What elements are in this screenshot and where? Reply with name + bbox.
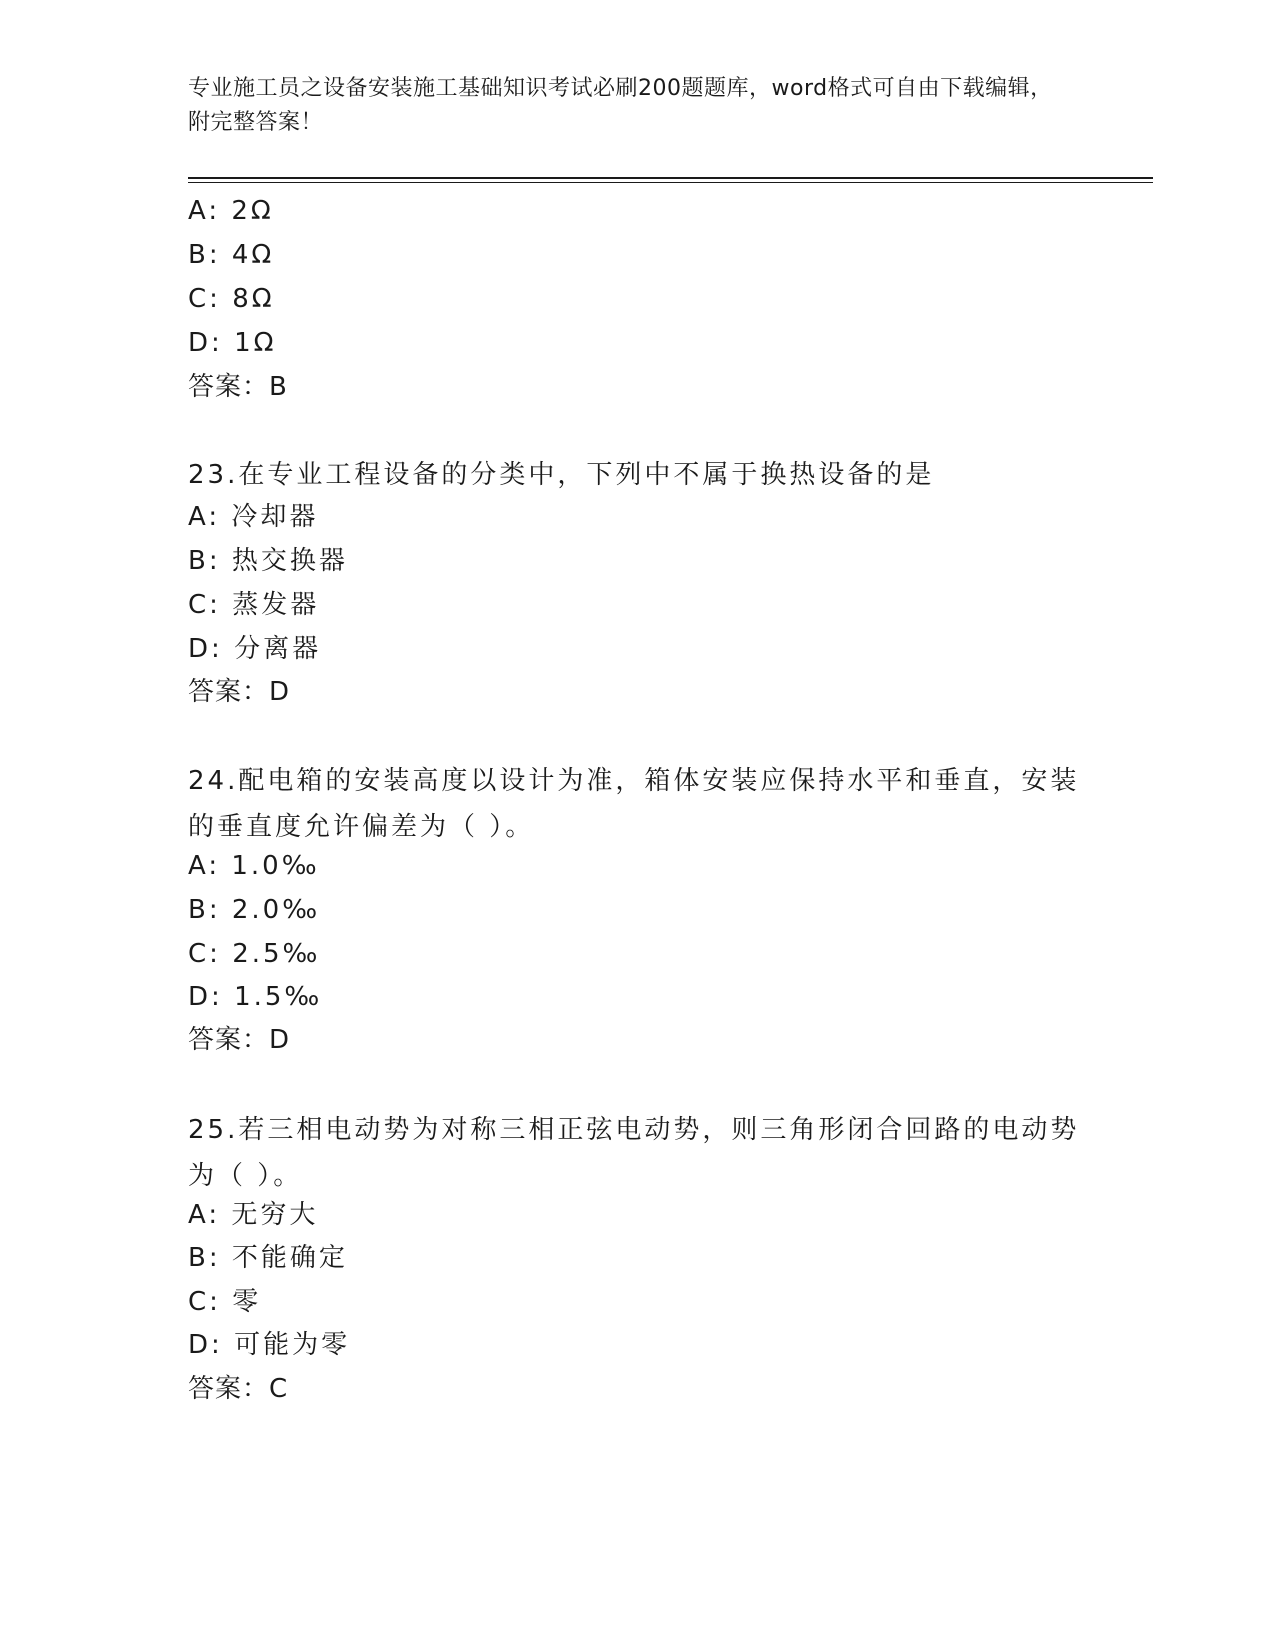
- document-header: [188, 72, 1068, 140]
- option-text: 4Ω: [231, 240, 275, 270]
- option-text: 2.5‰: [232, 939, 321, 969]
- option-text: 8Ω: [232, 284, 275, 314]
- q25-option-b: [188, 1238, 348, 1278]
- option-separator: :: [208, 502, 232, 532]
- option-text: 1Ω: [234, 328, 277, 358]
- option-letter: C: [188, 939, 210, 969]
- q22-answer: 答案：B: [188, 372, 288, 402]
- q24-option-d: [188, 977, 322, 1017]
- option-letter: C: [188, 1287, 210, 1317]
- option-letter: B: [188, 895, 209, 925]
- option-separator: :: [211, 1330, 235, 1360]
- q25-answer: 答案：C: [188, 1374, 289, 1404]
- option-letter: C: [188, 284, 210, 314]
- option-letter: D: [188, 982, 212, 1012]
- option-separator: :: [208, 895, 232, 925]
- q25-stem: 25.若三相电动势为对称三相正弦电动势，则三角形闭合回路的电动势为（ ）。: [188, 1115, 1080, 1191]
- option-letter: B: [188, 240, 209, 270]
- header-rule-thin: [188, 182, 1153, 183]
- option-text: 2.0‰: [231, 895, 321, 925]
- option-letter: A: [188, 1200, 209, 1230]
- option-separator: :: [209, 1287, 233, 1317]
- option-letter: D: [188, 328, 212, 358]
- q25-option-d: [188, 1325, 350, 1365]
- option-separator: :: [208, 196, 232, 226]
- q22-option-d: [188, 323, 276, 363]
- option-text: 可能为零: [234, 1330, 351, 1360]
- option-separator: :: [208, 1200, 232, 1230]
- option-separator: :: [209, 590, 233, 620]
- option-letter: A: [188, 502, 209, 532]
- option-text: 分离器: [234, 634, 322, 664]
- q23-stem: 23.在专业工程设备的分类中，下列中不属于换热设备的是: [188, 460, 935, 490]
- option-separator: :: [208, 851, 232, 881]
- option-letter: A: [188, 851, 209, 881]
- option-text: 蒸发器: [232, 590, 320, 620]
- option-text: 零: [232, 1287, 262, 1317]
- q22-option-c: [188, 279, 275, 319]
- q23-option-a: [188, 497, 318, 537]
- option-separator: :: [211, 328, 235, 358]
- option-separator: :: [208, 1243, 232, 1273]
- q25-option-a: [188, 1195, 318, 1235]
- q23-answer: 答案：D: [188, 677, 291, 707]
- option-letter: A: [188, 196, 209, 226]
- option-text: 1.0‰: [231, 851, 320, 881]
- q22-option-a: [188, 191, 274, 231]
- option-text: 热交换器: [231, 546, 348, 576]
- option-separator: :: [208, 546, 232, 576]
- option-separator: :: [209, 284, 233, 314]
- q24-answer: 答案：D: [188, 1025, 291, 1055]
- option-separator: :: [209, 939, 233, 969]
- q23-option-b: [188, 541, 348, 581]
- option-letter: B: [188, 1243, 209, 1273]
- option-text: 1.5‰: [234, 982, 323, 1012]
- q24-option-b: [188, 890, 320, 930]
- option-separator: :: [208, 240, 232, 270]
- q24-option-a: [188, 846, 320, 886]
- option-letter: C: [188, 590, 210, 620]
- option-letter: D: [188, 1330, 212, 1360]
- option-text: 2Ω: [231, 196, 274, 226]
- option-letter: D: [188, 634, 212, 664]
- q24-option-c: [188, 934, 320, 974]
- option-separator: :: [211, 634, 235, 664]
- option-text: 不能确定: [231, 1243, 348, 1273]
- q25-option-c: [188, 1282, 261, 1322]
- option-text: 冷却器: [231, 502, 319, 532]
- header-rule-thick: [188, 177, 1153, 179]
- option-letter: B: [188, 546, 209, 576]
- q23-option-c: [188, 585, 319, 625]
- option-separator: :: [211, 982, 235, 1012]
- option-text: 无穷大: [231, 1200, 319, 1230]
- q22-option-b: [188, 235, 274, 275]
- q24-stem: 24.配电箱的安装高度以设计为准，箱体安装应保持水平和垂直，安装的垂直度允许偏差为（ ）。: [188, 766, 1080, 842]
- document-title: 专业施工员之设备安装施工基础知识考试必刷200题题库，word格式可自由下载编辑，附完整答案！: [188, 76, 1053, 135]
- q23-option-d: [188, 629, 321, 669]
